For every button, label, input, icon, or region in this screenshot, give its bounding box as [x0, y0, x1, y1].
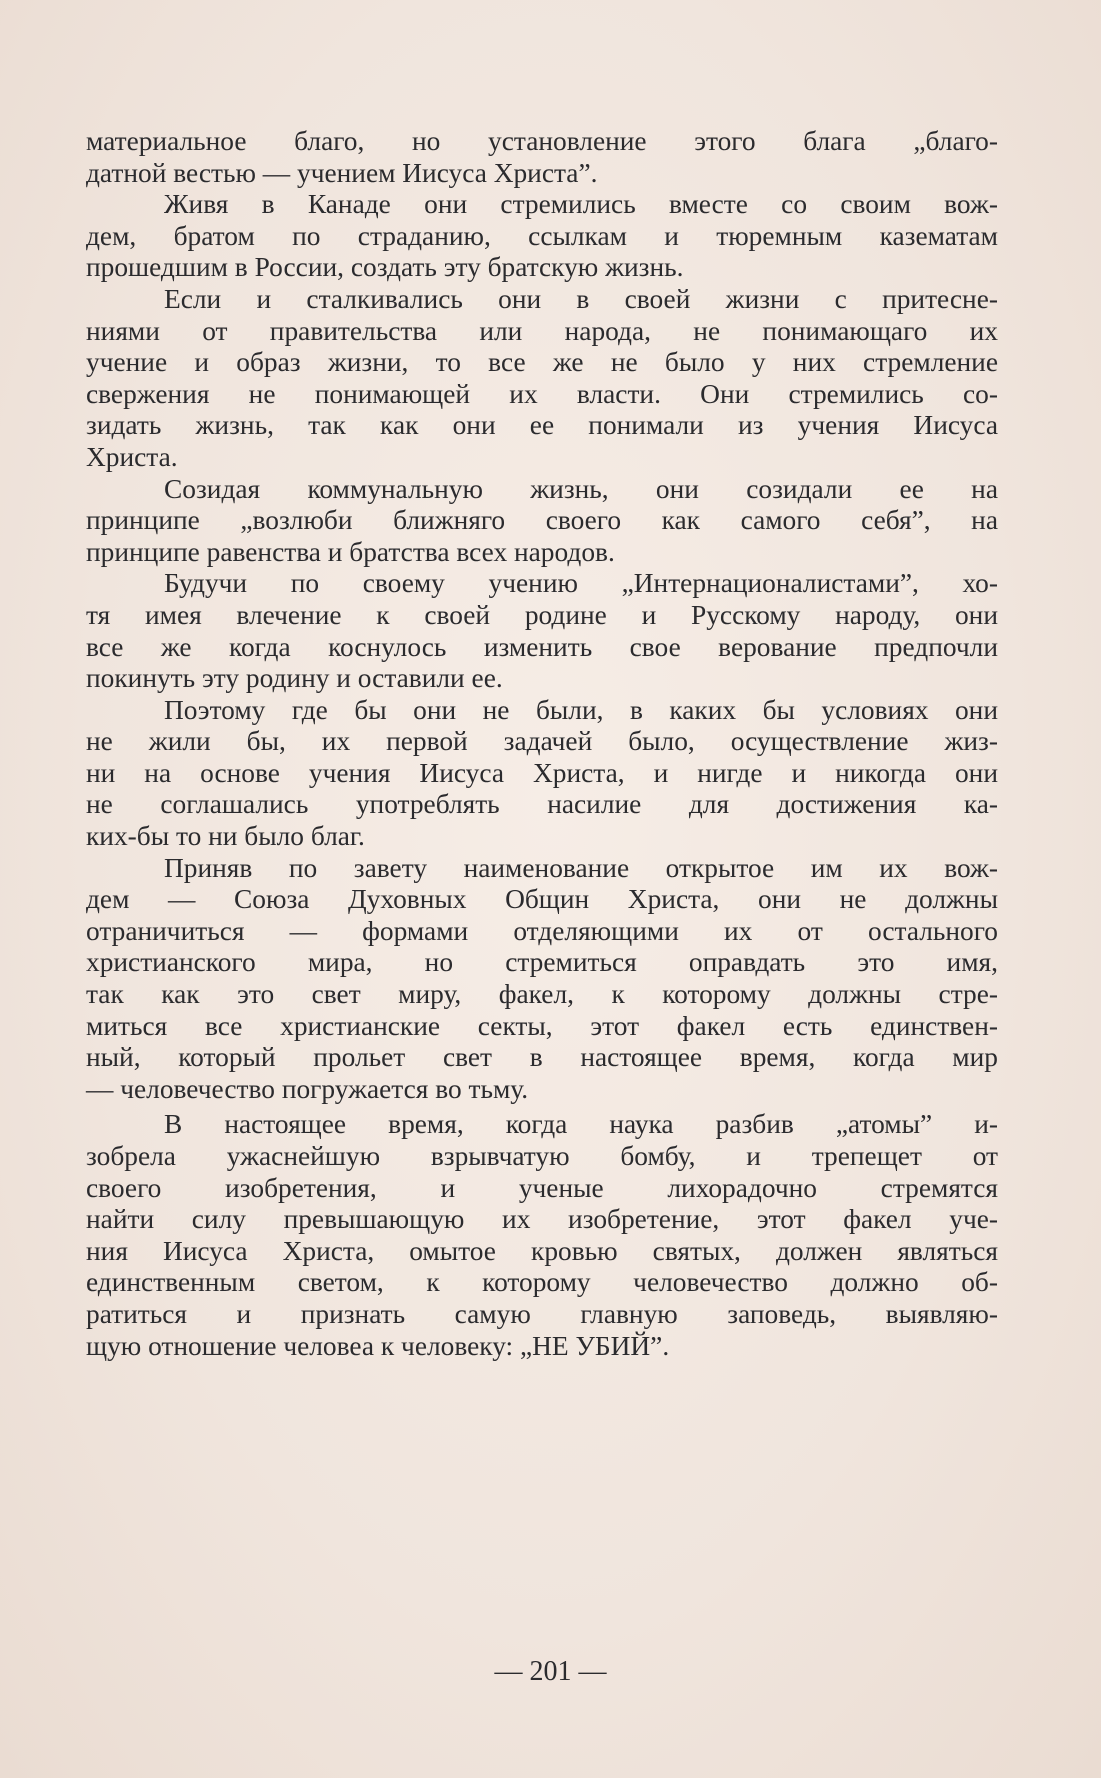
- text-line: В настоящее время, когда наука разбив „атомы” и-: [164, 1109, 998, 1140]
- body-text: [86, 126, 998, 1362]
- text-line: единственным светом, к которому человечество должно об-: [86, 1267, 998, 1298]
- text-line: миться все христианские секты, этот факел есть единствен-: [86, 1010, 998, 1041]
- text-line: прошедшим в России, создать эту братскую жизнь.: [86, 252, 684, 283]
- text-line: Будучи по своему учению „Интернационалистами”, хо-: [164, 568, 998, 599]
- text-line: ких-бы то ни было благ.: [86, 821, 365, 852]
- text-line: тя имея влечение к своей родине и Русскому народу, они: [86, 599, 998, 630]
- text-line: христианского мира, но стремиться оправдать это имя,: [86, 947, 998, 978]
- text-line: принципе „возлюби ближняго своего как самого себя”, на: [86, 505, 998, 536]
- text-line: ния Иисуса Христа, омытое кровью святых, должен являться: [86, 1235, 998, 1266]
- page-number: — 201 —: [494, 1656, 607, 1687]
- text-line: все же когда коснулось изменить свое верование предпочли: [86, 631, 998, 662]
- text-line: принципе равенства и братства всех народов.: [86, 536, 615, 567]
- text-line: найти силу превышающую их изобретение, этот факел уче-: [86, 1204, 998, 1235]
- text-line: Живя в Канаде они стремились вместе со своим вож-: [164, 189, 998, 220]
- text-line: ный, который прольет свет в настоящее время, когда мир: [86, 1042, 998, 1073]
- text-line: Приняв по завету наименование открытое им их вож-: [164, 852, 998, 883]
- text-line: Созидая коммунальную жизнь, они созидали ее на: [164, 473, 998, 504]
- text-line: зобрела ужаснейшую взрывчатую бомбу, и трепещет от: [86, 1141, 998, 1171]
- text-line: отраничиться — формами отделяющими их от остального: [86, 915, 998, 946]
- text-line: свержения не понимающей их власти. Они стремились со-: [86, 378, 998, 409]
- text-line: Если и сталкивались они в своей жизни с притесне-: [164, 283, 998, 314]
- text-line: материальное благо, но установление этого блага „благо-: [86, 126, 998, 156]
- text-line: дем, братом по страданию, ссылкам и тюремным казематам: [86, 220, 998, 251]
- text-line: дем — Союза Духовных Общин Христа, они не должны: [86, 884, 998, 915]
- text-line: ниями от правительства или народа, не понимающаго их: [86, 315, 998, 346]
- text-line: датной вестью — учением Иисуса Христа”.: [86, 157, 598, 188]
- text-line: ни на основе учения Иисуса Христа, и нигде и никогда они: [86, 757, 998, 788]
- text-line: не соглашались употреблять насилие для достижения ка-: [86, 789, 998, 820]
- text-line: учение и образ жизни, то все же не было у них стремление: [86, 347, 998, 378]
- text-line: Христа.: [86, 441, 178, 472]
- text-line: щую отношение человеа к человеку: „НЕ УБИЙ”.: [86, 1330, 670, 1361]
- text-line: своего изобретения, и ученые лихорадочно стремятся: [86, 1172, 998, 1203]
- text-line: Поэтому где бы они не были, в каких бы условиях они: [164, 694, 998, 725]
- text-line: — человечество погружается во тьму.: [86, 1073, 529, 1104]
- text-line: ратиться и признать самую главную заповедь, выявляю-: [86, 1298, 998, 1329]
- text-line: зидать жизнь, так как они ее понимали из учения Иисуса: [86, 410, 998, 441]
- text-line: так как это свет миру, факел, к которому должны стре-: [86, 979, 998, 1010]
- text-line: не жили бы, их первой задачей было, осуществление жиз-: [86, 726, 998, 757]
- text-line: покинуть эту родину и оставили ее.: [86, 663, 503, 694]
